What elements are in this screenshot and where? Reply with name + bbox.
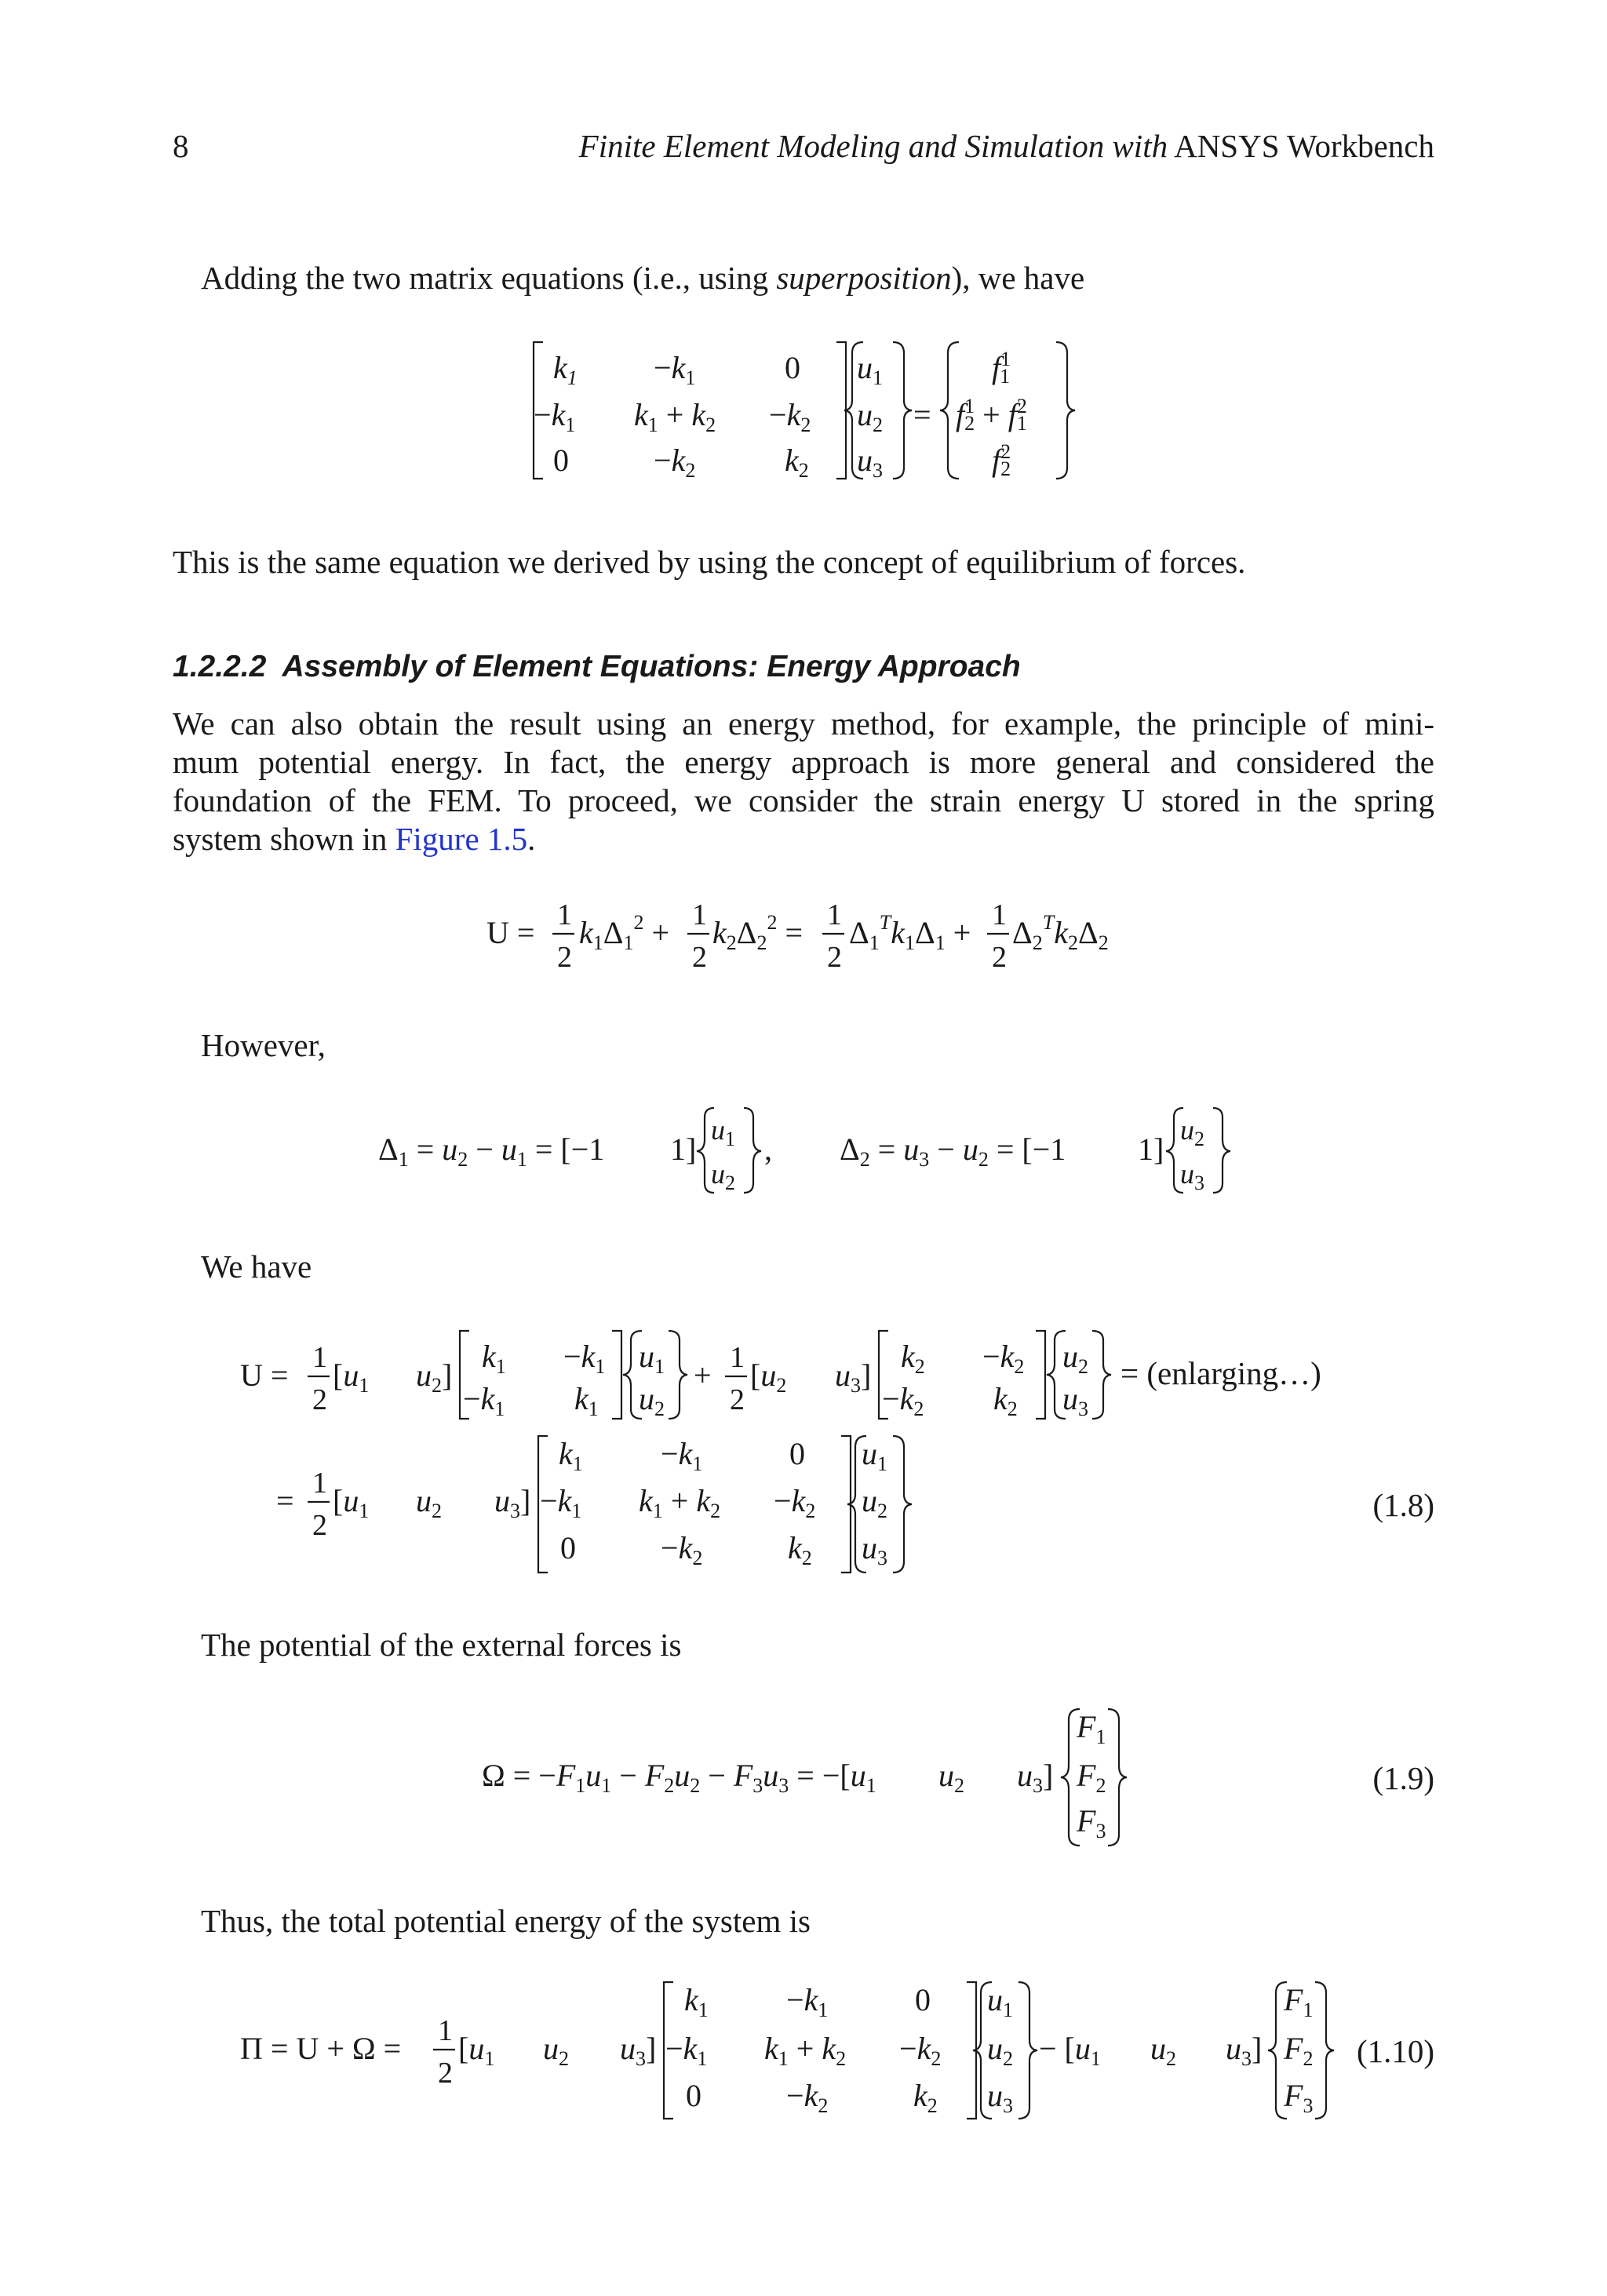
paragraph-text: system shown in (173, 821, 395, 857)
svg-text:[u1: [$u_1$ (333, 1358, 370, 1397)
svg-text:Δ2Tk2Δ2: $\Delta_2^Tk_2\Delta_2$ (1012, 911, 1109, 954)
svg-text:1: 1 (992, 898, 1007, 931)
running-title-italic: Finite Element Modeling and Simulation with (578, 128, 1168, 164)
svg-text:,: , (764, 1132, 772, 1167)
svg-text:− [u1: − [$u_1$ (1039, 2031, 1101, 2070)
svg-text:u2: $u_2$ (416, 1483, 442, 1522)
svg-text:−k1: $-k_1$ (654, 350, 696, 389)
svg-text:u2: $u_2$ (1062, 1339, 1088, 1378)
svg-text:F1: $F_1$ (1077, 1709, 1106, 1748)
svg-text:1: 1 (438, 2014, 453, 2047)
svg-text:f11: $f^1$ 1 (992, 348, 1011, 388)
svg-text:u2: $u_2$ (639, 1381, 665, 1420)
svg-text:2: 2 (312, 1383, 327, 1416)
however-text: However, (201, 1027, 326, 1063)
svg-text:−k1: $-k_1$ (665, 2031, 708, 2070)
svg-text:−k1: $-k_1$ (463, 1381, 505, 1420)
svg-text:Δ2 = u3 − u2 = [−1: $\Delta_2 = u_3 - u_2 = [-1$ (840, 1132, 1066, 1171)
svg-text:u2: $u_2$ (862, 1483, 887, 1522)
svg-text:k1: $k_1$ (553, 350, 578, 389)
svg-text:u2: $u_2$ (1180, 1114, 1204, 1150)
svg-text:1: 1 (692, 898, 707, 931)
svg-text:0: 0 (560, 1530, 576, 1565)
svg-text:k1 + k2: $k_1 + k_2$ (764, 2031, 847, 2070)
page-number: 8 (173, 128, 189, 164)
svg-text:2: 2 (312, 1509, 327, 1542)
section-title: Assembly of Element Equations: Energy Approach (282, 650, 1021, 683)
svg-text:u3]: $u_3$] (494, 1483, 531, 1522)
figure-link[interactable]: Figure 1.5 (395, 821, 528, 857)
svg-text:1: 1 (312, 1341, 327, 1374)
svg-text:2: 2 (557, 941, 572, 974)
svg-text:0: 0 (785, 350, 800, 385)
svg-text:−k2: $-k_2$ (769, 397, 811, 436)
total-energy-text: Thus, the total potential energy of the system is (201, 1903, 811, 1939)
equation-number-1-10: (1.10) (1356, 2033, 1434, 2069)
enlarging-text: = (enlarging…) (1121, 1355, 1321, 1391)
svg-text:−k2: $-k_2$ (882, 1381, 924, 1420)
svg-text:−k1: $-k_1$ (661, 1436, 703, 1475)
we-have-text: We have (201, 1248, 312, 1285)
svg-text:=: = (913, 397, 931, 432)
svg-text:k1: $k_1$ (482, 1339, 506, 1378)
svg-text:k2: $k_2$ (993, 1381, 1018, 1420)
svg-text:u2: $u_2$ (938, 1758, 964, 1797)
svg-text:−k2: $-k_2$ (774, 1483, 816, 1522)
svg-text:F1: $F_1$ (1284, 1982, 1314, 2021)
svg-text:1: 1 (557, 898, 572, 931)
svg-text:k1: $k_1$ (559, 1436, 583, 1475)
svg-text:u3: $u_3$ (1180, 1158, 1204, 1194)
after-assembly-text: This is the same equation we derived by using the concept of equilibrium of forces. (173, 544, 1246, 580)
svg-text:u2: $u_2$ (543, 2031, 569, 2070)
svg-text:u2: $u_2$ (711, 1158, 735, 1194)
svg-text:u1: $u_1$ (987, 1982, 1013, 2021)
svg-text:k2: $k_2$ (901, 1339, 925, 1378)
svg-text:[u1: [$u_1$ (333, 1483, 370, 1522)
svg-text:=: = (276, 1483, 294, 1518)
svg-text:k1: $k_1$ (684, 1982, 709, 2021)
paragraph-line: foundation of the FEM. To proceed, we consider the strain energy U stored in the spring (173, 782, 1434, 818)
svg-text:0: 0 (553, 443, 569, 478)
svg-text:[u2: [$u_2$ (750, 1358, 787, 1397)
svg-text:k1Δ12 +: $k_1\Delta_1^2$ + (579, 911, 670, 954)
svg-text:u1: $u_1$ (711, 1114, 735, 1150)
intro-text-b: ), we have (951, 260, 1085, 296)
svg-text:u2: $u_2$ (857, 397, 883, 436)
running-title-upright: ANSYS Workbench (1174, 128, 1434, 164)
svg-text:1]: 1] (1138, 1132, 1164, 1167)
svg-text:u1: $u_1$ (862, 1436, 887, 1475)
svg-text:u3]: $u_3$] (620, 2031, 657, 2070)
svg-text:−k1: $-k_1$ (563, 1339, 606, 1378)
svg-text:f22: $f^2$ 2 (992, 440, 1011, 480)
svg-text:F3: $F_3$ (1284, 2078, 1314, 2117)
intro-text-italic: superposition (776, 260, 952, 296)
svg-text:[u1: [$u_1$ (458, 2031, 495, 2070)
svg-text:u3: $u_3$ (1062, 1381, 1088, 1420)
svg-text:−k2: $-k_2$ (654, 443, 696, 482)
svg-text:−k1: $-k_1$ (534, 397, 576, 436)
svg-text:u3]: $u_3$] (1017, 1758, 1054, 1797)
svg-text:−k1: $-k_1$ (786, 1982, 829, 2021)
svg-text:u1: $u_1$ (857, 350, 883, 389)
svg-text:u3]: $u_3$] (1226, 2031, 1263, 2070)
svg-text:u3]: $u_3$] (835, 1358, 872, 1397)
equation-number-1-9: (1.9) (1372, 1760, 1434, 1796)
svg-text:k2: $k_2$ (913, 2078, 938, 2117)
svg-text:Δ1Tk1Δ1 +: $\Delta_1^Tk_1\Delta_1$ + (849, 911, 971, 954)
svg-text:Δ1 = u2 − u1 = [−1: $\Delta_1 = u_2 - u_1 = [-1$ (378, 1132, 605, 1171)
svg-text:f12 + f21: $f^1$ $2 + f^2$ 1 (956, 395, 1027, 435)
svg-text:2: 2 (827, 941, 842, 974)
svg-text:u3: $u_3$ (987, 2078, 1013, 2117)
svg-text:0: 0 (686, 2078, 701, 2113)
paragraph-line: We can also obtain the result using an energy method, for example, the principle of mini- (173, 705, 1434, 742)
svg-text:−k2: $-k_2$ (899, 2031, 942, 2070)
potential-text: The potential of the external forces is (201, 1627, 682, 1663)
svg-text:u2: $u_2$ (1150, 2031, 1176, 2070)
equation-number-1-8: (1.8) (1372, 1487, 1434, 1523)
svg-text:1]: 1] (670, 1132, 697, 1167)
svg-text:−k2: $-k_2$ (786, 2078, 829, 2117)
svg-text:−k2: $-k_2$ (982, 1339, 1025, 1378)
section-number: 1.2.2.2 (173, 650, 267, 683)
svg-text:u3: $u_3$ (857, 443, 883, 482)
svg-text:u2: $u_2$ (987, 2031, 1013, 2070)
svg-text:U =: U = (486, 915, 535, 950)
svg-text:F2: $F_2$ (1284, 2031, 1314, 2070)
svg-text:0: 0 (915, 1982, 931, 2017)
svg-text:k1: $k_1$ (574, 1381, 599, 1420)
svg-text:2: 2 (692, 941, 707, 974)
svg-text:2: 2 (730, 1383, 745, 1416)
svg-text:−k2: $-k_2$ (661, 1530, 703, 1569)
svg-text:2: 2 (992, 941, 1007, 974)
svg-text:F2: $F_2$ (1077, 1758, 1106, 1797)
svg-text:−k1: $-k_1$ (540, 1483, 582, 1522)
svg-text:1: 1 (730, 1341, 745, 1374)
svg-text:1: 1 (827, 898, 842, 931)
svg-text:k1 + k2: $k_1 + k_2$ (639, 1483, 721, 1522)
svg-text:k1 + k2: $k_1 + k_2$ (634, 397, 716, 436)
svg-text:Ω = −F1u1 − F2u2 − F3u3 = −[u1: $\Omega = -F_1u_1 - F_2u_2 - F_3u_3 = -[u_1$ (482, 1758, 876, 1797)
svg-text:U =: U = (240, 1358, 289, 1393)
svg-text:+: + (694, 1358, 712, 1393)
svg-text:F3: $F_3$ (1077, 1803, 1106, 1842)
intro-text-a: Adding the two matrix equations (i.e., using (201, 260, 777, 296)
svg-text:k2: $k_2$ (788, 1530, 812, 1569)
svg-text:2: 2 (438, 2057, 453, 2090)
svg-text:0: 0 (789, 1436, 805, 1471)
svg-text:Π = U + Ω =: Π = U + Ω = (240, 2031, 402, 2066)
svg-text:u2]: $u_2$] (416, 1358, 453, 1397)
paragraph-line: mum potential energy. In fact, the energy approach is more general and considered the (173, 744, 1434, 780)
svg-text:u3: $u_3$ (862, 1530, 887, 1569)
svg-text:k2: $k_2$ (785, 443, 809, 482)
svg-text:u1: $u_1$ (639, 1339, 665, 1378)
svg-text:k2Δ22 =: $k_2\Delta_2^2$ = (712, 911, 804, 954)
svg-text:1: 1 (312, 1467, 327, 1500)
paragraph-text: . (527, 821, 536, 857)
